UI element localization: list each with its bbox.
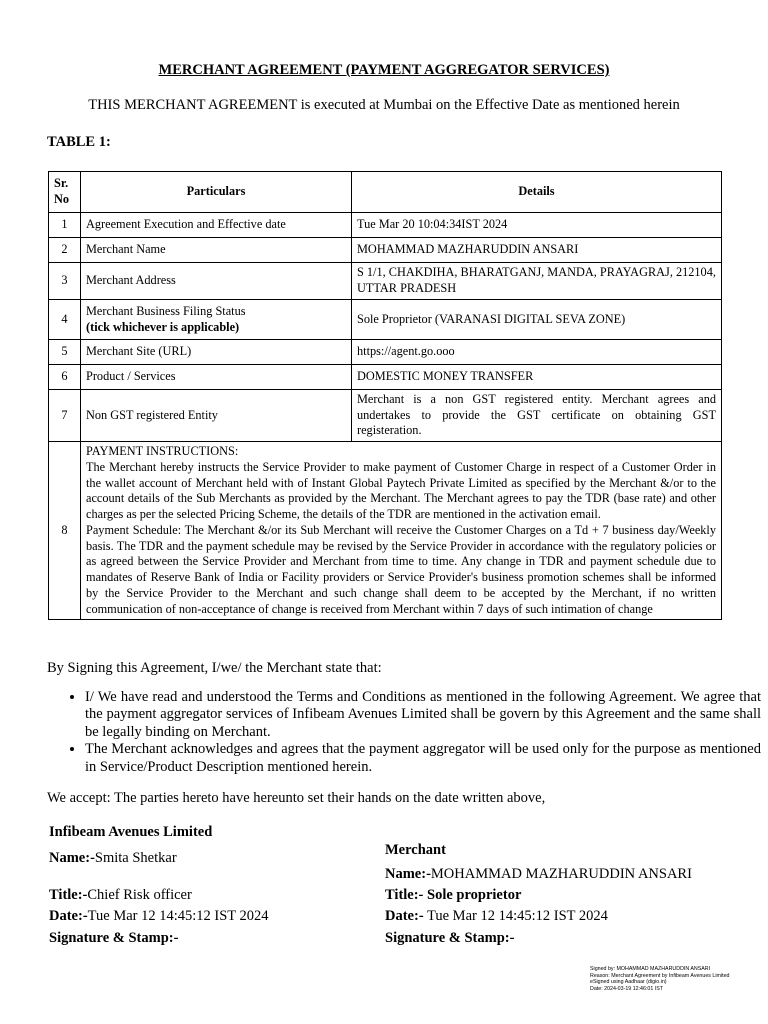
row-particulars: Merchant Address (81, 263, 352, 300)
payment-instructions-heading: PAYMENT INSTRUCTIONS: (86, 444, 239, 459)
row-details: MOHAMMAD MAZHARUDDIN ANSARI (352, 238, 722, 263)
row-number: 5 (49, 340, 81, 365)
name-label: Name:- (385, 866, 431, 882)
table-label: TABLE 1: (47, 134, 111, 150)
payment-instructions-cell (81, 442, 722, 620)
row-details: DOMESTIC MONEY TRANSFER (352, 365, 722, 390)
document-title: MERCHANT AGREEMENT (PAYMENT AGGREGATOR SERVICES) (158, 62, 610, 78)
row-number: 3 (49, 263, 81, 300)
signature-stamp-label: Signature & Stamp:- (49, 930, 179, 946)
row-number: 2 (49, 238, 81, 263)
name-value: MOHAMMAD MAZHARUDDIN ANSARI (430, 866, 692, 882)
row-details: Tue Mar 20 10:04:34IST 2024 (352, 213, 722, 238)
row-number: 7 (49, 390, 81, 442)
row-particulars: Non GST registered Entity (81, 390, 352, 442)
list-item: • I/ We have read and understood the Terms and Conditions as mentioned in the following Agreement. We agree that the payment aggregator services of Infibeam Avenues Limited shall be govern by this Agreement and the same shall be legally binding on Merchant. (85, 689, 761, 741)
table-row (49, 390, 722, 442)
table-row (49, 340, 722, 365)
name-label: Name:- (49, 850, 95, 866)
table-row (49, 263, 722, 300)
row-number: 1 (49, 213, 81, 238)
table-row (49, 213, 722, 238)
table-row (49, 300, 722, 340)
payment-schedule-para: Payment Schedule: The Merchant &/or its Sub Merchant will receive the Customer Charges on a Td + 7 business day/Weekly basis. The TDR and the payment schedule may be revised by the Service Provider in accordance with the regulatory policies or as agreed between the Service Provider and Merchant from time to time. Any change in TDR and payment schedule due to mandates of Reserve Bank of India or Facility providers or Service Provider's business promotion schemes shall be informed by the Service Provider to the Merchant and such change shall deem to be accepted by the Merchant, if no written communication of non-acceptance of change is received from Merchant within 7 days of such intimation of change (86, 522, 716, 616)
header-details: Details (352, 172, 722, 213)
row-number: 6 (49, 365, 81, 390)
signatory-name (385, 866, 692, 883)
row-number: 8 (49, 442, 81, 620)
signing-statement: By Signing this Agreement, I/we/ the Merchant state that: (47, 660, 382, 676)
esign-signed-by: Signed by: MOHAMMAD MAZHARUDDIN ANSARI (590, 966, 711, 972)
row-details: Sole Proprietor (VARANASI DIGITAL SEVA ZONE) (352, 300, 722, 340)
date-value: Tue Mar 12 14:45:12 IST 2024 (423, 908, 608, 924)
signatory-date (49, 908, 269, 925)
table-row-payment-instructions (49, 442, 722, 620)
table-header-row (49, 172, 722, 213)
date-label: Date:- (49, 908, 88, 924)
table-row (49, 238, 722, 263)
row-details: S 1/1, CHAKDIHA, BHARATGANJ, MANDA, PRAYAGRAJ, 212104, UTTAR PRADESH (352, 263, 722, 300)
esign-method: eSigned using Aadhaar (digio.in) (590, 979, 667, 986)
signatory-title: Title:- Sole proprietor (385, 887, 522, 903)
signatory-title (49, 887, 192, 904)
row-particulars: Product / Services (81, 365, 352, 390)
header-sr-no: Sr. No (49, 172, 81, 213)
merchant-heading: Merchant (385, 842, 446, 858)
row-particulars: Merchant Name (81, 238, 352, 263)
esign-date: Date: 2024-03-19 12:46:01 IST (590, 985, 664, 992)
esign-stamp (590, 966, 762, 992)
table-row (49, 365, 722, 390)
row-particulars (81, 300, 352, 340)
merchant-details-table (48, 171, 722, 620)
list-item: • The Merchant acknowledges and agrees that the payment aggregator will be used only for the purpose as mentioned in Service/Product Description mentioned herein. (85, 741, 761, 776)
signature-stamp-label: Signature & Stamp:- (385, 930, 515, 946)
payment-instructions-para: The Merchant hereby instructs the Service Provider to make payment of Customer Charge in respect of a Customer Order in the wallet account of Merchant held with of Instant Global Paytech Private Limited as specified by the Merchant &/or to the account details of the Sub Merchants as provided by the Merchant. The Merchant agrees to pay the TDR (base rate) and other charges as per the selected Pricing Scheme, the details of the TDR are mentioned in the activation email. (86, 459, 716, 522)
date-label: Date:- (385, 908, 424, 924)
signatory-date (385, 908, 608, 925)
terms-list (47, 689, 761, 776)
company-name: Infibeam Avenues Limited (49, 824, 213, 840)
title-value: Chief Risk officer (87, 887, 192, 903)
row-particulars: Agreement Execution and Effective date (81, 213, 352, 238)
acceptance-statement: We accept: The parties hereto have hereunto set their hands on the date written above, (47, 790, 546, 806)
signatory-name (49, 850, 177, 867)
filing-status-note: (tick whichever is applicable) (86, 319, 240, 334)
row-number: 4 (49, 300, 81, 340)
row-details: https://agent.go.ooo (352, 340, 722, 365)
name-value: Smita Shetkar (94, 850, 177, 866)
date-value: Tue Mar 12 14:45:12 IST 2024 (87, 908, 269, 924)
row-particulars: Merchant Site (URL) (81, 340, 352, 365)
header-particulars: Particulars (81, 172, 352, 213)
intro-line: THIS MERCHANT AGREEMENT is executed at Mumbai on the Effective Date as mentioned herein (88, 97, 680, 113)
title-label: Title:- (49, 887, 88, 903)
row-details: Merchant is a non GST registered entity. Merchant agrees and undertakes to provide the GST certificate on obtaining GST registeration. (352, 390, 722, 442)
esign-reason: Reason: Merchant Agreement by Infibeam Avenues Limited (590, 972, 730, 979)
filing-status-label: Merchant Business Filing Status (86, 303, 246, 318)
